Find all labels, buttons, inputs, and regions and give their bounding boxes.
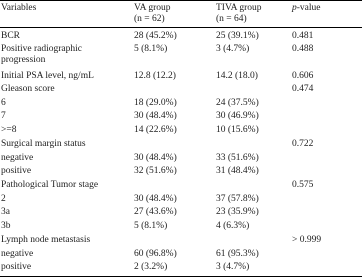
row-tiva: 61 (95.3%)	[216, 249, 259, 259]
table-header-rule	[0, 27, 362, 28]
row-va: 14 (22.6%)	[134, 125, 177, 135]
row-va: 30 (48.4%)	[134, 111, 177, 121]
row-label: 3b	[1, 221, 11, 231]
row-va: 5 (8.1%)	[134, 221, 168, 231]
header-va-group: VA group	[134, 3, 171, 13]
row-label: 3a	[1, 207, 10, 217]
header-tiva-group: TIVA group	[216, 3, 262, 13]
row-va: 30 (48.4%)	[134, 153, 177, 163]
row-tiva: 37 (57.8%)	[216, 194, 259, 204]
row-tiva: 4 (6.3%)	[216, 221, 250, 231]
header-tiva-n: (n = 64)	[216, 14, 247, 24]
row-label: >=8	[1, 125, 17, 135]
row-p: 0.474	[292, 84, 314, 94]
row-label: Initial PSA level, ng/mL	[1, 71, 94, 81]
row-label: positive	[1, 166, 32, 176]
header-p-suffix: -value	[296, 3, 321, 13]
row-p: 0.575	[292, 180, 314, 190]
row-va: 27 (43.6%)	[134, 207, 177, 217]
row-label: BCR	[1, 31, 21, 41]
row-tiva: 23 (35.9%)	[216, 207, 259, 217]
row-label: positive	[1, 262, 32, 272]
row-label: Positive radiographic progression	[1, 44, 82, 65]
row-va: 32 (51.6%)	[134, 166, 177, 176]
row-label: negative	[1, 249, 34, 259]
row-p: 0.722	[292, 139, 314, 149]
row-tiva: 25 (39.1%)	[216, 31, 259, 41]
row-p: > 0.999	[292, 235, 322, 245]
row-label: Lymph node metastasis	[1, 235, 91, 245]
header-p-italic: p	[292, 3, 297, 13]
row-label: Gleason score	[1, 84, 55, 94]
row-tiva: 30 (46.9%)	[216, 111, 259, 121]
row-p: 0.606	[292, 71, 314, 81]
row-tiva: 10 (15.6%)	[216, 125, 259, 135]
row-va: 12.8 (12.2)	[134, 71, 176, 81]
row-p: 0.481	[292, 31, 314, 41]
row-va: 60 (96.8%)	[134, 249, 177, 259]
row-va: 2 (3.2%)	[134, 262, 168, 272]
row-tiva: 31 (48.4%)	[216, 166, 259, 176]
row-tiva: 3 (4.7%)	[216, 262, 250, 272]
row-tiva: 14.2 (18.0)	[216, 71, 258, 81]
header-p-value	[292, 3, 321, 14]
row-label: 2	[1, 194, 6, 204]
row-tiva: 24 (37.5%)	[216, 98, 259, 108]
row-tiva: 3 (4.7%)	[216, 44, 250, 54]
row-label: Surgical margin status	[1, 139, 86, 149]
row-label: Pathological Tumor stage	[1, 180, 99, 190]
row-va: 18 (29.0%)	[134, 98, 177, 108]
row-p: 0.488	[292, 44, 314, 54]
row-label: 6	[1, 98, 6, 108]
header-variables: Variables	[1, 3, 37, 13]
row-va: 5 (8.1%)	[134, 44, 168, 54]
row-label: 7	[1, 111, 6, 121]
row-label: negative	[1, 153, 34, 163]
row-va: 28 (45.2%)	[134, 31, 177, 41]
row-va: 30 (48.4%)	[134, 194, 177, 204]
table-top-rule	[0, 0, 362, 1]
header-va-n: (n = 62)	[134, 14, 165, 24]
row-tiva: 33 (51.6%)	[216, 153, 259, 163]
